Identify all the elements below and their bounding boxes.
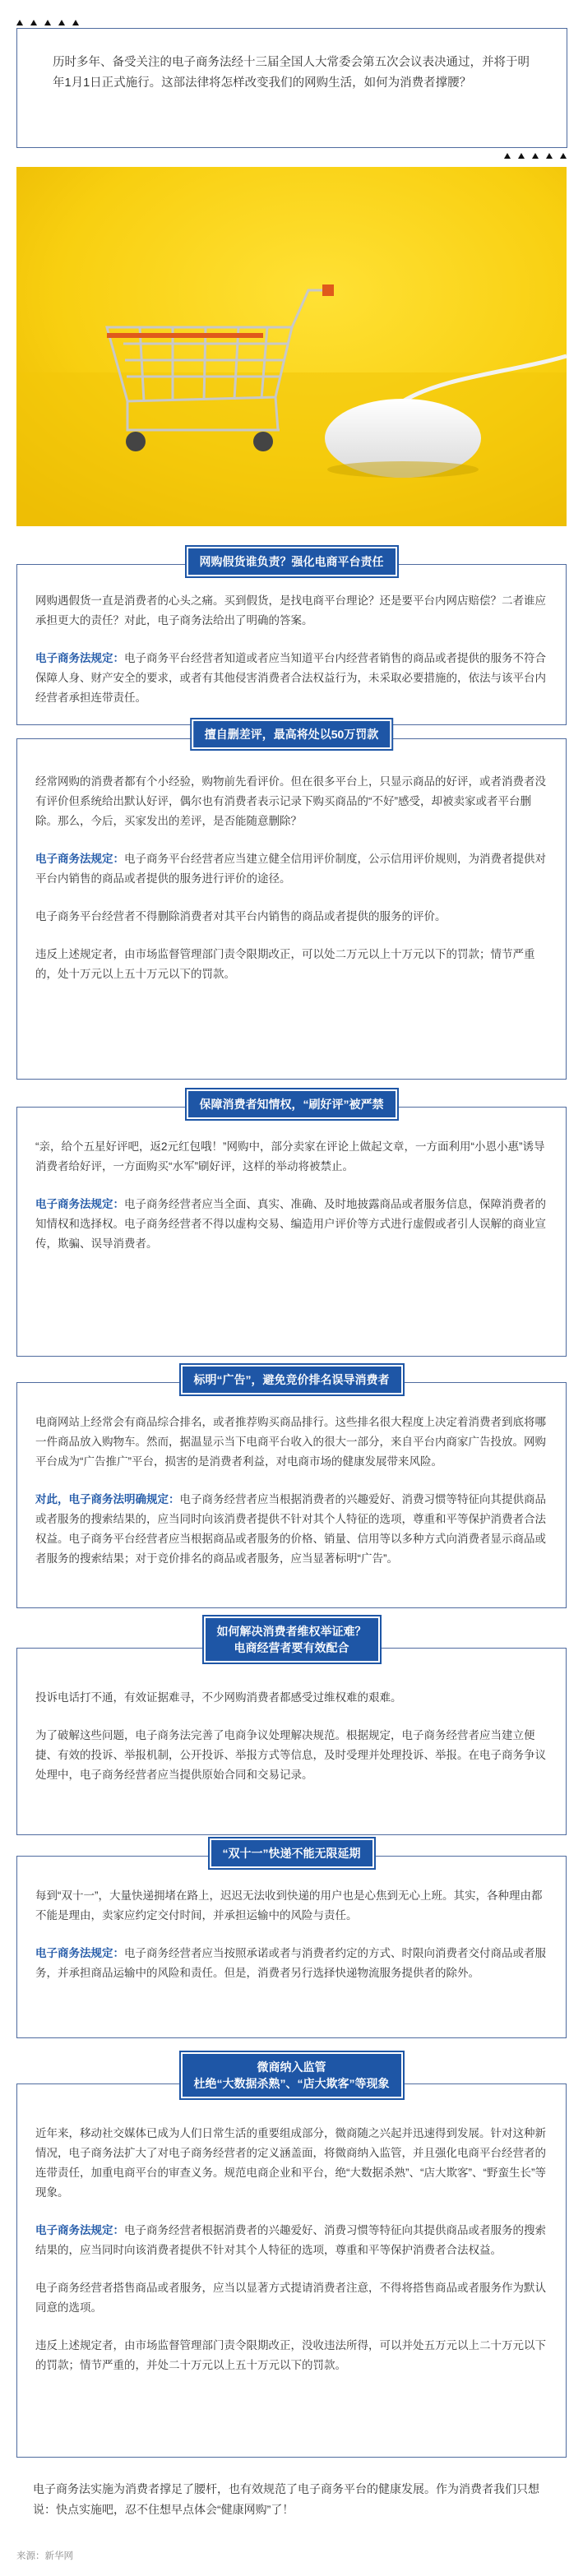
section-6-body <box>35 1886 548 2001</box>
section-2-title: 擅自删差评，最高将处以50万罚款 <box>192 719 392 749</box>
section-5-title <box>204 1616 380 1663</box>
paragraph: 近年来，移动社交媒体已成为人们日常生活的重要组成部分，微商随之兴起并迅速得到发展。针对这种新情况，电子商务法扩大了对电子商务经营者的定义涵盖面，将微商纳入监管，并且强化电商平台经营者的连带责任，加重电商平台的审查义务。规范电商企业和平台，绝“大数据杀熟”、“店大欺客”、“野蛮生长”等现象。 <box>35 2127 546 2199</box>
decor-triangles-right <box>504 153 567 159</box>
decor-triangles <box>16 20 79 25</box>
section-6-box <box>16 1856 567 2038</box>
intro-text: 历时多年、备受关注的电子商务法经十三届全国人大常委会第五次会议表决通过，并将于明年1月1日正式施行。这部法律将怎样改变我们的网购生活，如何为消费者撑腰？ <box>53 56 530 90</box>
paragraph: 电子商务法规定：电子商务平台经营者知道或者应当知道平台内经营者销售的商品或者提供的服务不符合保障人身、财产安全的要求，或者有其他侵害消费者合法权益行为，未采取必要措施的，依法与该平台内经营者承担连带责任。 <box>35 652 546 704</box>
section-4-body <box>35 1413 548 1587</box>
section-5-box <box>16 1648 567 1835</box>
section-7-title <box>181 2052 403 2098</box>
section-1-box <box>16 564 567 725</box>
section-4-box <box>16 1382 567 1608</box>
paragraph: 电子商务法规定：电子商务经营者应当全面、真实、准确、及时地披露商品或者服务信息，保障消费者的知情权和选择权。电子商务经营者不得以虚构交易、编造用户评价等方式进行虚假或者引人误解的商业宣传，欺骗、误导消费者。 <box>35 1198 546 1250</box>
section-3-box <box>16 1107 567 1357</box>
paragraph: 网购遇假货一直是消费者的心头之痛。买到假货，是找电商平台理论？还是要平台内网店赔偿？二者谁应承担更大的责任？对此，电子商务法给出了明确的答案。 <box>35 594 546 627</box>
paragraph: 每到“双十一”，大量快递拥堵在路上，迟迟无法收到快递的用户也是心焦到无心上班。其实，各种理由都不能是理由，卖家应约定交付时间，并承担运输中的风险与责任。 <box>35 1889 543 1922</box>
paragraph: 电子商务经营者搭售商品或者服务，应当以显著方式提请消费者注意，不得将搭售商品或者服务作为默认同意的选项。 <box>35 2282 546 2314</box>
section-3-title: 保障消费者知情权，“刷好评”被严禁 <box>187 1089 397 1119</box>
section-3-body <box>35 1137 548 1272</box>
section-1-body <box>35 591 548 726</box>
paragraph: 经常网购的消费者都有个小经验，购物前先看评价。但在很多平台上，只显示商品的好评，或者消费者没有评价但系统给出默认好评，偶尔也有消费者表示记录下购买商品的“不好”感受，却被卖家或者平台删除。那么，今后，买家发出的差评，是否能随意删除？ <box>35 775 546 827</box>
source-credit: 来源：新华网 <box>16 2551 73 2561</box>
section-6-title: “双十一”快递不能无限延期 <box>210 1838 374 1868</box>
section-7-body <box>35 2124 548 2393</box>
closing-text: 电子商务法实施为消费者撑足了腰杆，也有效规范了电子商务平台的健康发展。作为消费者我们只想说：快点实施吧，忍不住想早点体会“健康网购”了！ <box>33 2482 539 2516</box>
section-2-box <box>16 738 567 1080</box>
paragraph: 对此，电子商务法明确规定：电子商务经营者应当根据消费者的兴趣爱好、消费习惯等特征向其提供商品或者服务的搜索结果的，应当同时向该消费者提供不针对其个人特征的选项，尊重和平等保护消费者合法权益。电子商务平台经营者应当根据商品或者服务的价格、销量、信用等以多种方式向消费者显示商品或者服务的搜索结果；对于竞价排名的商品或者服务，应当显著标明“广告”。 <box>35 1493 546 1565</box>
section-7-title-line1: 微商纳入监管 <box>257 2060 326 2074</box>
paragraph: “亲，给个五星好评吧，返2元红包哦！”网购中，部分卖家在评论上做起文章，一方面利用“小恩小惠”诱导消费者给好评，一方面购买“水军”刷好评，这样的举动将被禁止。 <box>35 1140 545 1172</box>
shopping-cart-photo <box>16 167 567 526</box>
section-2-body <box>35 772 548 1002</box>
section-5-title-line1: 如何解决消费者维权举证难？ <box>216 1625 367 1638</box>
paragraph: 电商网站上经常会有商品综合排名，或者推荐购买商品排行。这些排名很大程度上决定着消费者到底将哪一件商品放入购物车。然而，据温显示当下电商平台收入的很大一部分，来自平台内商家广告投放。网购平台成为“广告推广”平台，损害的是消费者利益，对电商市场的健康发展带来风险。 <box>35 1416 546 1468</box>
paragraph: 违反上述规定者，由市场监督管理部门责令限期改正，可以处二万元以上十万元以下的罚款；情节严重的，处十万元以上五十万元以下的罚款。 <box>35 948 535 980</box>
paragraph: 电子商务平台经营者不得删除消费者对其平台内销售的商品或者提供的服务的评价。 <box>35 910 447 923</box>
section-7-title-line2: 杜绝“大数据杀熟”、“店大欺客”等现象 <box>193 2077 390 2090</box>
paragraph: 电子商务法规定：电子商务经营者应当按照承诺或者与消费者约定的方式、时限向消费者交付商品或者服务，并承担商品运输中的风险和责任。但是，消费者另行选择快递物流服务提供者的除外。 <box>35 1947 546 1979</box>
paragraph: 为了破解这些问题，电子商务法完善了电商争议处理解决规范。根据规定，电子商务经营者应当建立便捷、有效的投诉、举报机制，公开投诉、举报方式等信息，及时受理并处理投诉、举报。在电子商务争议处理中，电子商务经营者应当提供原始合同和交易记录。 <box>35 1729 546 1781</box>
section-7-box <box>16 2083 567 2458</box>
paragraph: 投诉电话打不通，有效证据难寻，不少网购消费者都感受过维权难的艰难。 <box>35 1691 402 1704</box>
section-1-title: 网购假货谁负责？强化电商平台责任 <box>187 547 397 576</box>
section-4-title: 标明“广告”，避免竞价排名误导消费者 <box>181 1365 403 1394</box>
paragraph: 电子商务法规定：电子商务平台经营者应当建立健全信用评价制度，公示信用评价规则，为消费者提供对平台内销售的商品或者提供的服务进行评价的途径。 <box>35 853 546 885</box>
paragraph: 电子商务法规定：电子商务经营者根据消费者的兴趣爱好、消费习惯等特征向其提供商品或者服务的搜索结果的，应当同时向该消费者提供不针对其个人特征的选项，尊重和平等保护消费者合法权益。 <box>35 2224 546 2256</box>
section-5-body <box>35 1688 548 1803</box>
section-5-title-line2: 电商经营者要有效配合 <box>234 1641 349 1654</box>
paragraph: 违反上述规定者，由市场监督管理部门责令限期改正，没收违法所得，可以并处五万元以上二十万元以下的罚款；情节严重的，并处二十万元以上五十万元以下的罚款。 <box>35 2339 546 2371</box>
hero-image <box>16 167 567 526</box>
